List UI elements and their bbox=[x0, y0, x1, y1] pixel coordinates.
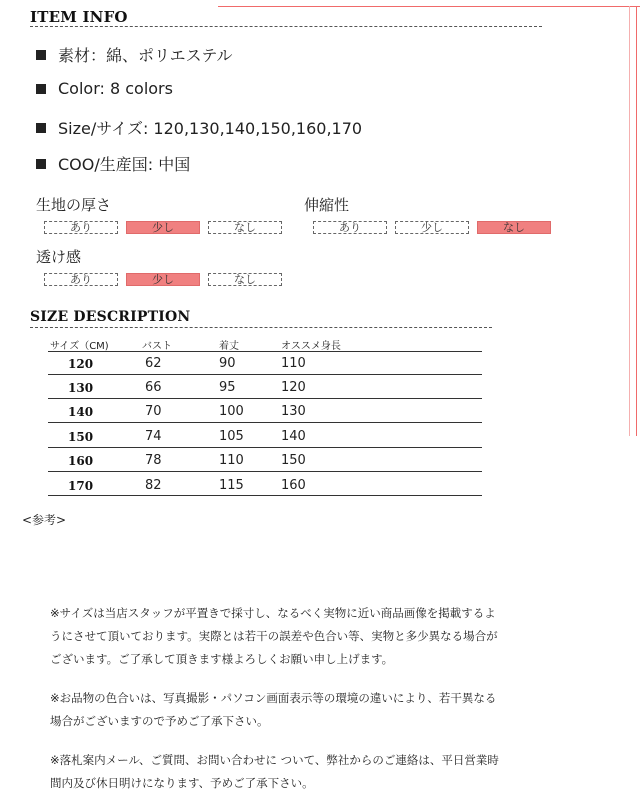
table-cell-bust: 62 bbox=[145, 356, 162, 371]
bullet-size-text: Size/サイズ: 120,130,140,150,160,170 bbox=[58, 119, 363, 138]
bullet-size bbox=[36, 116, 362, 139]
bullet-color-text: Color: 8 colors bbox=[58, 79, 173, 98]
note-color-line2: 場合がございますので予めご了承下さい。 bbox=[50, 714, 269, 728]
thickness-option-sukoshi: 少し bbox=[126, 221, 200, 234]
table-cell-size: 170 bbox=[68, 479, 94, 493]
frame-top-line bbox=[218, 6, 640, 7]
table-cell-bust: 74 bbox=[145, 429, 162, 444]
table-cell-size: 160 bbox=[68, 454, 94, 468]
sheer-option-nashi: なし bbox=[208, 273, 282, 286]
note-measurement-line2: うにさせて頂いております。実際とは若干の誤差や色合い等、実物と多少異なる場合が bbox=[50, 629, 498, 643]
reference-label: <参考> bbox=[22, 513, 67, 527]
table-cell-length: 115 bbox=[219, 478, 244, 493]
table-cell-height: 150 bbox=[281, 453, 306, 468]
table-row-line bbox=[48, 495, 482, 496]
bullet-color bbox=[36, 79, 173, 98]
header-bust: バスト bbox=[142, 341, 172, 352]
bullet-material-text: 素材：綿、ポリエステル bbox=[58, 46, 233, 65]
table-row-line bbox=[48, 447, 482, 448]
size-description-title: SIZE DESCRIPTION bbox=[30, 309, 191, 325]
size-description-divider bbox=[30, 327, 492, 328]
bullet-material bbox=[36, 43, 233, 66]
thickness-option-ari: あり bbox=[44, 221, 118, 234]
bullet-square-icon bbox=[36, 123, 46, 133]
table-cell-size: 130 bbox=[68, 381, 94, 395]
table-cell-bust: 78 bbox=[145, 453, 162, 468]
table-cell-bust: 70 bbox=[145, 404, 162, 419]
note-contact-line1: ※落札案内メール、ご質問、お問い合わせに ついて、弊社からのご連絡は、平日営業時 bbox=[50, 753, 499, 767]
note-color-line1: ※お品物の色合いは、写真撮影・パソコン画面表示等の環境の違いにより、若干異なる bbox=[50, 691, 497, 705]
table-cell-length: 90 bbox=[219, 356, 236, 371]
bullet-square-icon bbox=[36, 84, 46, 94]
table-cell-height: 160 bbox=[281, 478, 306, 493]
table-row-line bbox=[48, 422, 482, 423]
bullet-coo bbox=[36, 152, 190, 175]
table-cell-length: 110 bbox=[219, 453, 244, 468]
table-row-line bbox=[48, 398, 482, 399]
table-cell-size: 150 bbox=[68, 430, 94, 444]
frame-right-line bbox=[636, 6, 637, 436]
note-measurement-line1: ※サイズは当店スタッフが平置きで採寸し、なるべく実物に近い商品画像を掲載するよ bbox=[50, 606, 496, 620]
thickness-option-nashi: なし bbox=[208, 221, 282, 234]
table-row-line bbox=[48, 374, 482, 375]
table-cell-height: 110 bbox=[281, 356, 306, 371]
note-measurement-line3: ございます。ご了承して頂きます様よろしくお願い申し上げます。 bbox=[50, 652, 394, 666]
sheer-option-ari: あり bbox=[44, 273, 118, 286]
table-cell-bust: 66 bbox=[145, 380, 162, 395]
table-cell-height: 120 bbox=[281, 380, 306, 395]
stretch-label: 伸縮性 bbox=[304, 196, 350, 214]
note-contact-line2: 間内及び休日明けになります、予めご了承下さい。 bbox=[50, 776, 314, 790]
table-cell-length: 105 bbox=[219, 429, 244, 444]
thickness-label: 生地の厚さ bbox=[36, 196, 112, 214]
table-cell-bust: 82 bbox=[145, 478, 162, 493]
header-height: オススメ身長 bbox=[281, 341, 341, 352]
table-cell-length: 95 bbox=[219, 380, 236, 395]
table-cell-length: 100 bbox=[219, 404, 244, 419]
item-info-divider bbox=[30, 26, 542, 27]
table-cell-height: 130 bbox=[281, 404, 306, 419]
table-cell-size: 120 bbox=[68, 357, 94, 371]
bullet-square-icon bbox=[36, 159, 46, 169]
item-info-title: ITEM INFO bbox=[30, 8, 128, 26]
table-cell-size: 140 bbox=[68, 405, 94, 419]
bullet-coo-text: COO/生産国: 中国 bbox=[58, 155, 191, 174]
sheer-option-sukoshi: 少し bbox=[126, 273, 200, 286]
table-row-line bbox=[48, 471, 482, 472]
stretch-option-ari: あり bbox=[313, 221, 387, 234]
sheer-label: 透け感 bbox=[36, 248, 82, 266]
table-cell-height: 140 bbox=[281, 429, 306, 444]
stretch-option-sukoshi: 少し bbox=[395, 221, 469, 234]
header-length: 着丈 bbox=[219, 341, 239, 352]
header-size: サイズ（CM) bbox=[50, 341, 109, 352]
bullet-square-icon bbox=[36, 50, 46, 60]
header-underline bbox=[48, 351, 482, 352]
stretch-option-nashi: なし bbox=[477, 221, 551, 234]
frame-inner-line bbox=[629, 6, 630, 436]
